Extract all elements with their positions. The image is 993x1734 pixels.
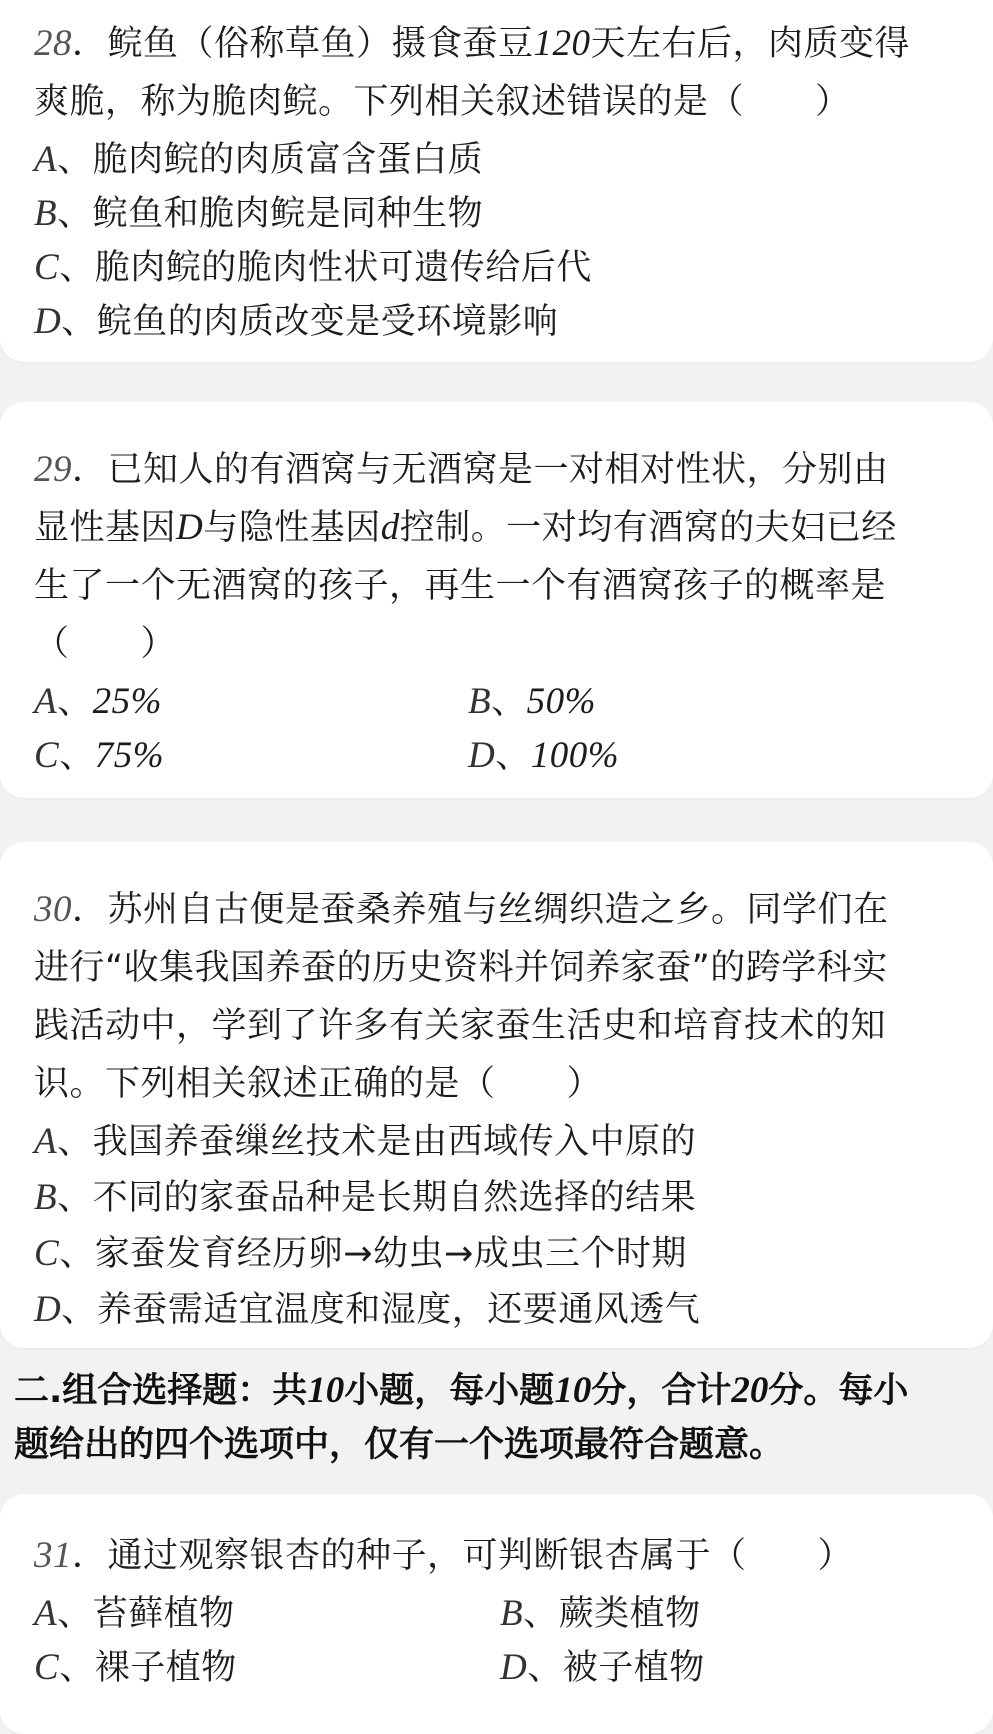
question-text: 显性基因 — [34, 508, 177, 548]
question-card-31 — [0, 1494, 993, 1734]
option-text: 、蕨类植物 — [523, 1594, 701, 1634]
question-number: 28 — [34, 23, 72, 64]
question-stem-line — [34, 882, 889, 938]
option-letter: B — [500, 1593, 524, 1634]
question-stem-line: 践活动中，学到了许多有关家蚕生活史和培育技术的知 — [34, 1006, 887, 1046]
section-score: 10 — [554, 1370, 592, 1411]
option-b[interactable] — [500, 1586, 701, 1642]
option-letter: C — [34, 1233, 60, 1274]
option-text: 、脆肉鲩的肉质富含蛋白质 — [57, 140, 484, 180]
section-total: 20 — [731, 1370, 769, 1411]
question-card-30 — [0, 842, 993, 1348]
option-letter: D — [500, 1647, 528, 1688]
question-stem-line: 进行“收集我国养蚕的历史资料并饲养家蚕”的跨学科实 — [34, 948, 888, 988]
option-value: 75% — [94, 735, 165, 776]
option-text: 、养蚕需适宜温度和湿度，还要通风透气 — [61, 1290, 701, 1330]
option-c[interactable] — [34, 728, 164, 784]
option-a[interactable] — [34, 132, 483, 188]
section-heading-line2: 题给出的四个选项中，仅有一个选项最符合题意。 — [14, 1425, 785, 1465]
option-letter: B — [34, 1177, 58, 1218]
question-stem-line — [34, 16, 910, 72]
question-text: ．鲩鱼（俗称草鱼）摄食蚕豆 — [72, 24, 534, 64]
option-text: 、脆肉鲩的脆肉性状可遗传给后代 — [59, 248, 592, 288]
option-sep: 、 — [495, 736, 531, 776]
section-heading — [14, 1362, 908, 1420]
option-value: 100% — [530, 735, 620, 776]
question-stem-line: 生了一个无酒窝的孩子，再生一个有酒窝孩子的概率是 — [34, 566, 887, 606]
option-text: 、鲩鱼的肉质改变是受环境影响 — [61, 302, 559, 342]
option-d[interactable] — [500, 1640, 705, 1696]
option-letter: B — [34, 193, 58, 234]
option-letter: D — [34, 301, 62, 342]
question-number-value: 120 — [533, 23, 591, 64]
option-letter: C — [34, 247, 60, 288]
option-c[interactable] — [34, 240, 592, 296]
section-text: 小题，每小题 — [344, 1371, 555, 1411]
option-text: 、被子植物 — [527, 1648, 705, 1688]
option-letter: A — [34, 139, 58, 180]
question-number: 31 — [34, 1535, 72, 1576]
option-d[interactable] — [34, 1282, 700, 1338]
option-text: 、我国养蚕缫丝技术是由西域传入中原的 — [57, 1122, 697, 1162]
option-c[interactable] — [34, 1640, 237, 1696]
option-letter: A — [34, 1121, 58, 1162]
option-value: 25% — [92, 681, 162, 722]
option-b[interactable] — [468, 674, 596, 730]
section-text: 分。每小 — [768, 1371, 909, 1411]
question-text: ．已知人的有酒窝与无酒窝是一对相对性状，分别由 — [72, 450, 889, 490]
option-b[interactable] — [34, 1170, 696, 1226]
option-sep: 、 — [57, 682, 93, 722]
option-letter: A — [34, 1593, 58, 1634]
option-d[interactable] — [34, 294, 558, 350]
question-text: 天左右后，肉质变得 — [590, 24, 911, 64]
question-stem-line — [34, 1528, 853, 1584]
option-a[interactable] — [34, 1114, 696, 1170]
option-letter: B — [468, 681, 492, 722]
question-card-28 — [0, 0, 993, 362]
option-text: 、裸子植物 — [59, 1648, 237, 1688]
option-letter: C — [34, 1647, 60, 1688]
option-letter: A — [34, 681, 58, 722]
question-text: ．通过观察银杏的种子，可判断银杏属于（ ） — [72, 1536, 854, 1576]
question-text: ．苏州自古便是蚕桑养殖与丝绸织造之乡。同学们在 — [72, 890, 889, 930]
question-number: 30 — [34, 889, 72, 930]
option-text: 、鲩鱼和脆肉鲩是同种生物 — [57, 194, 484, 234]
question-text: 与隐性基因 — [203, 508, 381, 548]
section-count: 10 — [307, 1370, 345, 1411]
option-text: 、家蚕发育经历卵→幼虫→成虫三个时期 — [59, 1234, 687, 1274]
question-number: 29 — [34, 449, 72, 490]
question-stem-line: 爽脆，称为脆肉鲩。下列相关叙述错误的是（ ） — [34, 82, 851, 122]
question-text: 控制。一对均有酒窝的夫妇已经 — [399, 508, 897, 548]
question-stem-line: 识。下列相关叙述正确的是（ ） — [34, 1064, 603, 1104]
option-sep: 、 — [491, 682, 527, 722]
option-text: 、不同的家蚕品种是长期自然选择的结果 — [57, 1178, 697, 1218]
option-sep: 、 — [59, 736, 95, 776]
option-a[interactable] — [34, 674, 162, 730]
option-a[interactable] — [34, 1586, 235, 1642]
section-text: 分，合计 — [591, 1371, 732, 1411]
gene-symbol: d — [380, 507, 400, 548]
option-text: 、苔藓植物 — [57, 1594, 235, 1634]
question-card-29 — [0, 402, 993, 798]
option-c[interactable] — [34, 1226, 687, 1282]
option-d[interactable] — [468, 728, 619, 784]
question-stem-line — [34, 500, 897, 556]
question-stem-line — [34, 442, 889, 498]
option-letter: C — [34, 735, 60, 776]
gene-symbol: D — [176, 507, 204, 548]
section-text: 二.组合选择题：共 — [14, 1371, 308, 1411]
option-b[interactable] — [34, 186, 483, 242]
option-letter: D — [34, 1289, 62, 1330]
option-letter: D — [468, 735, 496, 776]
question-stem-line: （ ） — [34, 624, 177, 664]
option-value: 50% — [526, 681, 596, 722]
